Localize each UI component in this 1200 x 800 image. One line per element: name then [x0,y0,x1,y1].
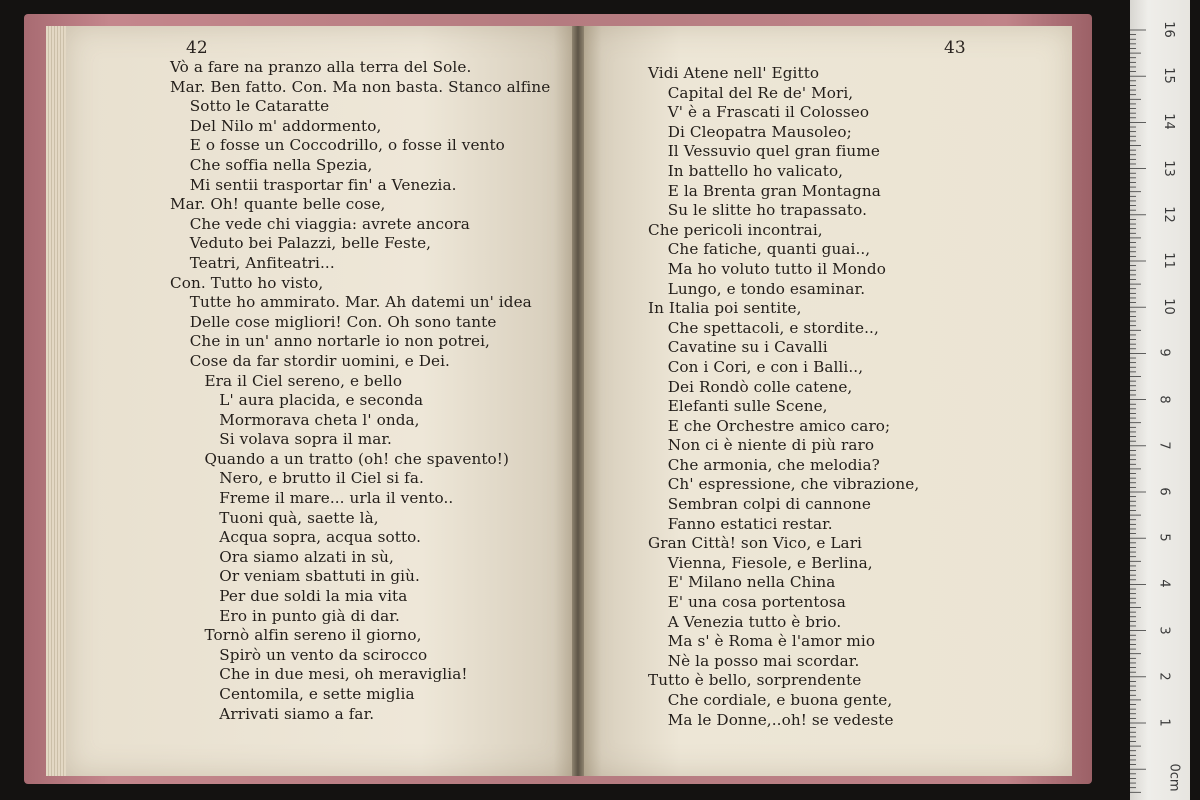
left-page-line: Mar. Ben fatto. Con. Ma non basta. Stanco alfine [170,77,551,96]
right-page-line: E' una cosa portentosa [648,593,846,612]
ruler-label: 1 [1156,718,1172,727]
right-page-line: Nè la posso mai scordar. [648,651,860,670]
left-page-line: Teatri, Anfiteatri... [170,253,335,272]
right-page-line: Lungo, e tondo esaminar. [648,279,866,298]
right-page-line: Sembran colpi di cannone [648,495,871,514]
right-page-line: Elefanti sulle Scene, [648,397,828,416]
left-page-line: Centomila, e sette miglia [170,685,415,703]
right-page-line: E che Orchestre amico caro; [648,416,891,435]
left-page-line: Tuoni quà, saette là, [170,508,379,527]
right-page-line: Il Vessuvio quel gran fiume [648,142,880,161]
left-page-number: 42 [186,38,208,58]
right-page-line: E' Milano nella China [648,573,836,592]
left-page-line: Spirò un vento da scirocco [170,645,428,664]
right-page-line: Vienna, Fiesole, e Berlina, [648,553,873,572]
left-page-line: Freme il mare... urla il vento.. [170,489,454,508]
ruler-label: 4 [1156,579,1172,589]
ruler-label: 15 [1160,67,1176,84]
right-page-line: Con i Cori, e con i Balli.., [648,357,864,376]
left-page-line: Quando a un tratto (oh! che spavento!) [170,449,510,468]
ruler-unit-label: 0cm [1166,763,1182,792]
left-page-line: Arrivati siamo a far. [170,704,375,723]
right-page-line: Che armonia, che melodia? [648,455,880,474]
left-page-line: Cose da far stordir uomini, e Dei. [170,351,450,370]
left-page-line: Che in due mesi, oh meraviglia! [170,665,468,684]
left-page-line: Che vede chi viaggia: avrete ancora [170,214,470,233]
right-page-line: In battello ho valicato, [648,161,844,180]
left-page-line: Tornò alfin sereno il giorno, [170,626,422,645]
left-page-line: Or veniam sbattuti in giù. [170,567,420,586]
left-page-line: Delle cose migliori! Con. Oh sono tante [170,312,497,331]
left-page-line: Sotto le Cataratte [170,97,330,116]
left-page-line: E o fosse un Coccodrillo, o fosse il vento [170,136,505,155]
ruler-label: 10 [1160,298,1176,315]
right-page-line: Che cordiale, e buona gente, [648,691,893,709]
right-page-line: Ch' espressione, che vibrazione, [648,475,920,494]
right-page-line: Gran Città! son Vico, e Lari [648,534,863,553]
right-page-line: Cavatine su i Cavalli [648,338,828,357]
left-page-line: Con. Tutto ho visto, [170,273,324,292]
book-gutter [572,26,584,776]
right-page-line: Vidi Atene nell' Egitto [648,64,820,82]
right-page-line: Ma s' è Roma è l'amor mio [648,632,876,651]
left-page-line: Veduto bei Palazzi, belle Feste, [170,234,432,253]
ruler-label: 8 [1156,394,1172,404]
right-page-line: Su le slitte ho trapassato. [648,201,868,220]
right-page-line: In Italia poi sentite, [648,299,802,318]
left-page-line: Ero in punto già di dar. [170,606,400,625]
right-page-line: Non ci è niente di più raro [648,436,875,455]
left-page-line: Che in un' anno nortarle io non potrei, [170,332,490,351]
right-page-line: Tutto è bello, sorprendente [648,671,862,690]
right-page-line: Fanno estatici restar. [648,514,833,533]
measuring-ruler [1130,0,1190,800]
left-page-line: Vò a fare na pranzo alla terra del Sole. [170,58,472,76]
right-page-line: E la Brenta gran Montagna [648,181,881,200]
right-page-line: A Venezia tutto è brio. [648,612,842,631]
left-page-line: Ora siamo alzati in sù, [170,547,394,566]
ruler-label: 12 [1160,206,1176,223]
left-page-line: Nero, e brutto il Ciel si fa. [170,469,424,488]
ruler-label: 16 [1160,21,1176,38]
left-page-line: L' aura placida, e seconda [170,391,424,410]
left-page-line: Mormorava cheta l' onda, [170,410,420,429]
ruler-label: 6 [1156,487,1172,496]
left-page-text [170,58,550,724]
left-page-line: Mar. Oh! quante belle cose, [170,195,386,214]
right-page-line: Che fatiche, quanti guai.., [648,240,871,259]
ruler-label: 7 [1156,441,1172,450]
ruler-label: 11 [1160,252,1176,269]
ruler-label: 13 [1160,159,1176,177]
right-page-number: 43 [944,38,966,58]
right-page-line: Capital del Re de' Mori, [648,83,854,102]
right-page-line: Di Cleopatra Mausoleo; [648,122,852,141]
ruler-label: 9 [1156,348,1172,358]
ruler-label: 5 [1156,533,1172,542]
left-page-line: Tutte ho ammirato. Mar. Ah datemi un' idea [170,293,532,312]
ruler-label: 14 [1160,113,1176,131]
left-page-line: Si volava sopra il mar. [170,430,392,449]
right-page-line: Che pericoli incontrai, [648,220,823,239]
right-page-line: V' è a Frascati il Colosseo [648,103,870,122]
ruler-label: 2 [1156,672,1172,681]
left-page-line: Del Nilo m' addormento, [170,116,382,135]
ruler-label: 3 [1156,625,1172,635]
right-page-text [648,64,919,730]
left-page-line: Mi sentii trasportar fin' a Venezia. [170,175,457,194]
left-page-line: Per due soldi la mia vita [170,587,408,606]
left-page-line: Acqua sopra, acqua sotto. [170,528,422,547]
left-page-line: Che soffia nella Spezia, [170,155,373,174]
right-page-line: Ma ho voluto tutto il Mondo [648,259,886,278]
right-page-line: Che spettacoli, e stordite.., [648,318,879,337]
left-page-line: Era il Ciel sereno, e bello [170,371,403,390]
right-page-line: Ma le Donne,..oh! se vedeste [648,710,894,729]
right-page-line: Dei Rondò colle catene, [648,377,853,396]
